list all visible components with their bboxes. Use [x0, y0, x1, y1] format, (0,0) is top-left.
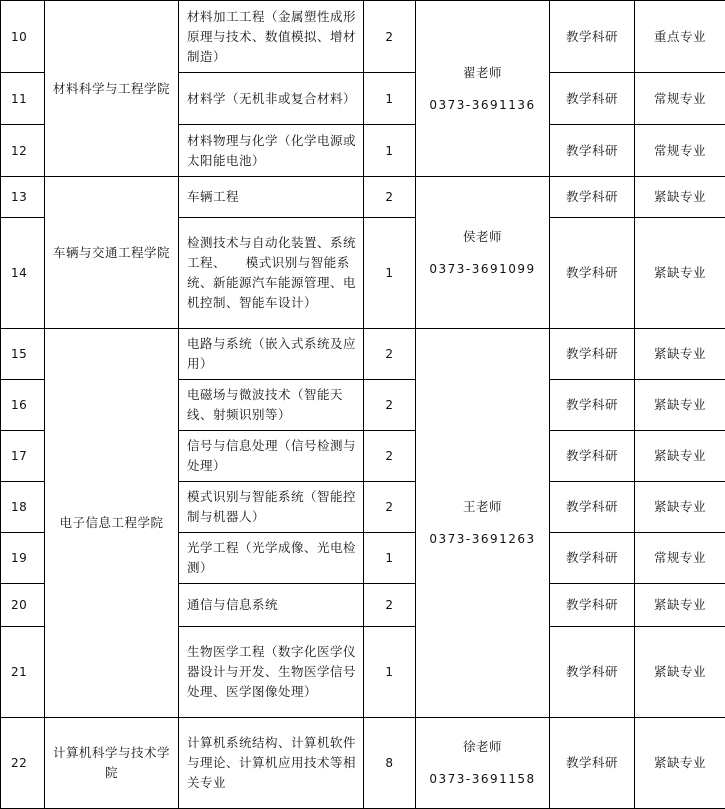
major-cell: 电路与系统（嵌入式系统及应用）: [179, 329, 364, 380]
major-cell: 电磁场与微波技术（智能天线、射频识别等）: [179, 380, 364, 431]
contact-cell: [416, 1, 550, 177]
headcount-cell: 1: [364, 627, 416, 718]
table-row: [1, 1, 725, 73]
contact-name: 徐老师: [416, 737, 549, 757]
major-cell: 材料学（无机非或复合材料）: [179, 73, 364, 125]
major-cell: 光学工程（光学成像、光电检测）: [179, 533, 364, 584]
table-row: [1, 718, 725, 809]
position-type-cell: 教学科研: [550, 380, 635, 431]
row-number: 14: [1, 218, 45, 329]
contact-phone: 0373-3691099: [416, 259, 549, 279]
headcount-cell: 2: [364, 1, 416, 73]
position-type-cell: 教学科研: [550, 431, 635, 482]
note-cell: 紧缺专业: [635, 584, 725, 627]
major-cell: 材料物理与化学（化学电源或太阳能电池）: [179, 125, 364, 177]
row-number: 13: [1, 177, 45, 218]
major-cell: 信号与信息处理（信号检测与处理）: [179, 431, 364, 482]
note-cell: 紧缺专业: [635, 431, 725, 482]
position-type-cell: 教学科研: [550, 482, 635, 533]
row-number: 10: [1, 1, 45, 73]
row-number: 19: [1, 533, 45, 584]
contact-name: 侯老师: [416, 227, 549, 247]
note-cell: 紧缺专业: [635, 218, 725, 329]
row-number: 21: [1, 627, 45, 718]
contact-phone: 0373-3691158: [416, 769, 549, 789]
contact-cell: [416, 177, 550, 329]
note-cell: 重点专业: [635, 1, 725, 73]
contact-name: 王老师: [416, 497, 549, 517]
row-number: 11: [1, 73, 45, 125]
position-type-cell: 教学科研: [550, 177, 635, 218]
headcount-cell: 1: [364, 533, 416, 584]
college-name: 电子信息工程学院: [45, 329, 179, 718]
row-number: 17: [1, 431, 45, 482]
row-number: 20: [1, 584, 45, 627]
major-cell: 生物医学工程（数字化医学仪器设计与开发、生物医学信号处理、医学图像处理）: [179, 627, 364, 718]
note-cell: 紧缺专业: [635, 482, 725, 533]
contact-cell: [416, 329, 550, 718]
note-cell: 常规专业: [635, 533, 725, 584]
row-number: 22: [1, 718, 45, 809]
headcount-cell: 2: [364, 329, 416, 380]
major-cell: 通信与信息系统: [179, 584, 364, 627]
headcount-cell: 2: [364, 584, 416, 627]
position-type-cell: 教学科研: [550, 1, 635, 73]
contact-name: 翟老师: [416, 63, 549, 83]
row-number: 15: [1, 329, 45, 380]
position-type-cell: 教学科研: [550, 73, 635, 125]
note-cell: 常规专业: [635, 73, 725, 125]
table-row: [1, 177, 725, 218]
row-number: 12: [1, 125, 45, 177]
note-cell: 紧缺专业: [635, 627, 725, 718]
headcount-cell: 1: [364, 218, 416, 329]
contact-cell: [416, 718, 550, 809]
contact-phone: 0373-3691136: [416, 95, 549, 115]
headcount-cell: 8: [364, 718, 416, 809]
college-name: 计算机科学与技术学院: [45, 718, 179, 809]
row-number: 16: [1, 380, 45, 431]
headcount-cell: 2: [364, 431, 416, 482]
position-type-cell: 教学科研: [550, 584, 635, 627]
note-cell: 紧缺专业: [635, 718, 725, 809]
position-type-cell: 教学科研: [550, 329, 635, 380]
major-cell: 模式识别与智能系统（智能控制与机器人）: [179, 482, 364, 533]
college-name: 材料科学与工程学院: [45, 1, 179, 177]
note-cell: 紧缺专业: [635, 380, 725, 431]
headcount-cell: 2: [364, 177, 416, 218]
headcount-cell: 1: [364, 125, 416, 177]
position-type-cell: 教学科研: [550, 125, 635, 177]
major-cell: 材料加工工程（金属塑性成形原理与技术、数值模拟、增材制造）: [179, 1, 364, 73]
position-type-cell: 教学科研: [550, 718, 635, 809]
major-cell: 计算机系统结构、计算机软件与理论、计算机应用技术等相关专业: [179, 718, 364, 809]
major-cell: 车辆工程: [179, 177, 364, 218]
position-type-cell: 教学科研: [550, 218, 635, 329]
table-row: [1, 329, 725, 380]
headcount-cell: 2: [364, 380, 416, 431]
position-type-cell: 教学科研: [550, 627, 635, 718]
headcount-cell: 1: [364, 73, 416, 125]
college-name: 车辆与交通工程学院: [45, 177, 179, 329]
row-number: 18: [1, 482, 45, 533]
headcount-cell: 2: [364, 482, 416, 533]
major-cell: 检测技术与自动化装置、系统工程、 模式识别与智能系统、新能源汽车能源管理、电机控制、智能车设计）: [179, 218, 364, 329]
note-cell: 紧缺专业: [635, 177, 725, 218]
note-cell: 常规专业: [635, 125, 725, 177]
position-type-cell: 教学科研: [550, 533, 635, 584]
note-cell: 紧缺专业: [635, 329, 725, 380]
contact-phone: 0373-3691263: [416, 529, 549, 549]
